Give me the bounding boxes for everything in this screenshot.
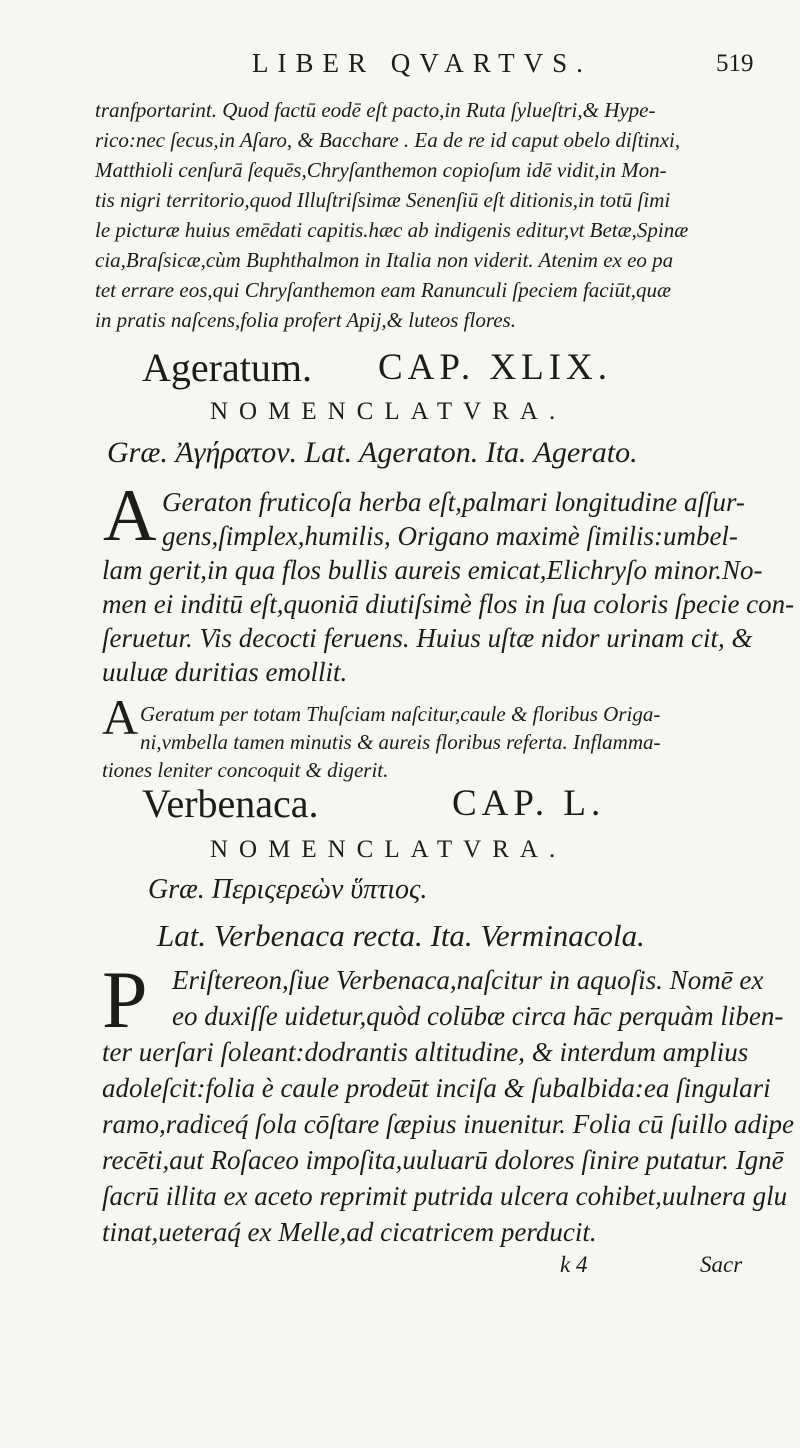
text-line: in pratis naſcens,folia profert Apij,& luteos flores. <box>95 308 516 332</box>
latin-name: Lat. Verbenaca recta. Ita. Verminacola. <box>157 918 645 953</box>
text-line: Matthioli cenſurā ſequēs,Chryſanthemon copioſum idē vidit,in Mon- <box>95 158 667 182</box>
text-line: cia,Braſsicæ,cùm Buphthalmon in Italia non viderit. Atenim ex eo pa <box>95 248 674 272</box>
text-line: adoleſcit:folia è caule prodeūt inciſa & ſubalbida:ea ſingulari <box>102 1073 771 1103</box>
text-line: ſacrū illita ex aceto reprimit putrida ulcera cohibet,uulnera glu <box>102 1181 788 1211</box>
signature-mark: k 4 <box>560 1252 588 1277</box>
drop-cap: P <box>102 954 148 1045</box>
drop-cap: A <box>103 475 157 557</box>
text-line: men ei inditū eſt,quoniā diutiſsimè flos in ſua coloris ſpecie con- <box>102 589 795 619</box>
chapter-title: Ageratum. <box>142 345 312 390</box>
catchword: Sacr <box>700 1252 743 1277</box>
chapter-number: CAP. XLIX. <box>378 347 612 388</box>
text-line: tiones leniter concoquit & digerit. <box>102 758 389 782</box>
chapter-title: Verbenaca. <box>142 781 319 826</box>
text-line: le picturæ huius emēdati capitis.hæc ab indigenis editur,vt Betæ,Spinæ <box>95 218 689 242</box>
nomenclature-line: Græ. Ἀγήρατον. Lat. Ageraton. Ita. Agerato. <box>107 436 638 469</box>
greek-name: Græ. Περιςερεὼν ὕπτιος. <box>148 874 428 905</box>
text-line: lam gerit,in qua flos bullis aureis emicat,Elichryſo minor.No- <box>102 555 763 585</box>
text-line: eo duxiſſe uidetur,quòd colūbæ circa hāc perquàm liben- <box>172 1001 784 1031</box>
text-line: Geraton fruticoſa herba eſt,palmari longitudine aſſur- <box>162 487 745 517</box>
text-line: uuluæ duritias emollit. <box>102 657 348 687</box>
text-line: ter uerſari ſoleant:dodrantis altitudine, & interdum amplius <box>102 1037 749 1067</box>
text-line: tranfportarint. Quod factū eodē eſt pacto,in Ruta ſylueſtri,& Hype- <box>95 98 656 122</box>
page-number: 519 <box>716 50 754 77</box>
page-header <box>0 48 800 88</box>
text-line: tet errare eos,qui Chryſanthemon eam Ranunculi ſpeciem faciūt,quæ <box>95 278 672 302</box>
text-line: tis nigri territorio,quod Illuſtriſsimæ Senenſiū eſt ditionis,in totū ſimi <box>95 188 671 212</box>
chapter-number: CAP. L. <box>452 783 606 824</box>
text-line: Eriſtereon,ſiue Verbenaca,naſcitur in aquoſis. Nomē ex <box>172 965 764 995</box>
text-line: ni,vmbella tamen minutis & aureis floribus referta. Inflamma- <box>140 730 661 754</box>
nomenclatura-heading: NOMENCLATVRA. <box>210 398 567 425</box>
text-line: ramo,radiceq́ ſola cōſtare ſæpius inuenitur. Folia cū ſuillo adipe <box>102 1109 794 1139</box>
text-line: recēti,aut Roſaceo impoſita,uuluarū dolores ſinire putatur. Ignē <box>102 1145 784 1175</box>
text-line: ſeruetur. Vis decocti feruens. Huius uſtæ nidor urinam cit, & <box>102 623 753 653</box>
drop-cap: A <box>102 689 139 745</box>
text-line: rico:nec ſecus,in Aſaro, & Bacchare . Ea de re id caput obelo diſtinxi, <box>95 128 681 152</box>
text-line: tinat,ueteraq́ ex Melle,ad cicatricem perducit. <box>102 1217 597 1247</box>
nomenclatura-heading: NOMENCLATVRA. <box>210 836 567 863</box>
text-line: Geratum per totam Thuſciam naſcitur,caule & floribus Origa- <box>140 702 661 726</box>
text-line: gens,ſimplex,humilis, Origano maximè ſimilis:umbel- <box>162 521 738 551</box>
running-head: LIBER QVARTVS. <box>252 48 592 78</box>
